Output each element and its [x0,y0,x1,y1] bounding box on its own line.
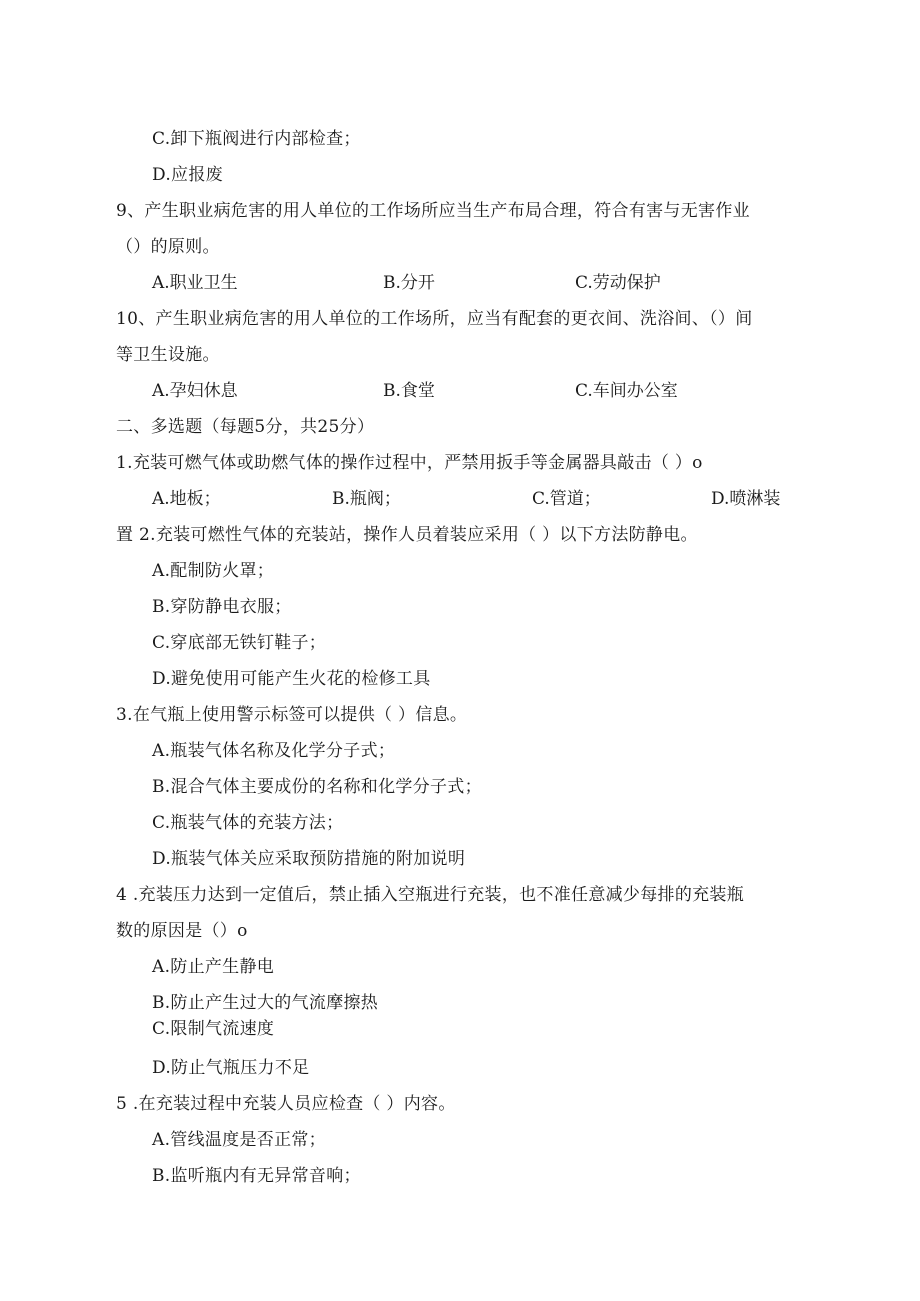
m5-option-a: A.管线温度是否正常； [152,1130,326,1150]
m2-option-a: A.配制防火罩； [152,561,275,581]
m4-option-a: A.防止产生静电 [152,957,275,977]
m2-option-c: C.穿底部无铁钉鞋子； [152,633,327,653]
q10-option-b: B.食堂 [383,381,435,401]
q10-text-line2: 等卫生设施。 [116,345,220,365]
m5-text: 5 .在充装过程中充装人员应检查（ ）内容。 [116,1094,456,1114]
m3-option-d: D.瓶装气体关应采取预防措施的附加说明 [152,849,466,869]
m2-text: 置 2.充装可燃性气体的充装站，操作人员着装应采用（ ）以下方法防静电。 [116,525,698,545]
m2-option-d: D.避免使用可能产生火花的检修工具 [152,669,431,689]
m1-option-b: B.瓶阀； [332,489,401,509]
m3-option-c: C.瓶装气体的充装方法； [152,813,344,833]
q8-option-c: C.卸下瓶阀进行内部检查； [152,129,361,149]
q10-option-a: A.孕妇休息 [152,381,238,401]
q9-option-c: C.劳动保护 [575,273,661,293]
m5-option-b: B.监听瓶内有无异常音响； [152,1166,361,1186]
section-heading: 二、多选题（每题5分，共25分） [116,417,375,437]
m4-text-line2: 数的原因是（）o [116,921,248,941]
q9-text-line1: 9、产生职业病危害的用人单位的工作场所应当生产布局合理，符合有害与无害作业 [116,201,750,221]
m4-option-c: C.限制气流速度 [152,1019,275,1039]
q9-option-a: A.职业卫生 [152,273,238,293]
m2-option-b: B.穿防静电衣服； [152,597,292,617]
m1-option-a: A.地板； [152,489,221,509]
q9-text-line2: （）的原则。 [116,237,220,257]
m1-option-c: C.管道； [532,489,601,509]
m1-option-d: D.喷淋装 [711,489,781,509]
m1-text: 1.充装可燃气体或助燃气体的操作过程中，严禁用扳手等金属器具敲击（ ）o [116,453,703,473]
m3-text: 3.在气瓶上使用警示标签可以提供（ ）信息。 [116,705,468,725]
q10-text-line1: 10、产生职业病危害的用人单位的工作场所，应当有配套的更衣间、洗浴间、（）间 [116,309,753,329]
q9-option-b: B.分开 [383,273,435,293]
m4-option-d: D.防止气瓶压力不足 [152,1058,310,1078]
q8-option-d: D.应报废 [152,165,223,185]
m4-text-line1: 4 .充装压力达到一定值后，禁止插入空瓶进行充装，也不准任意减少每排的充装瓶 [116,885,745,905]
m3-option-b: B.混合气体主要成份的名称和化学分子式； [152,777,482,797]
m4-option-b: B.防止产生过大的气流摩擦热 [152,993,379,1013]
q10-option-c: C.车间办公室 [575,381,678,401]
m3-option-a: A.瓶装气体名称及化学分子式； [152,741,396,761]
